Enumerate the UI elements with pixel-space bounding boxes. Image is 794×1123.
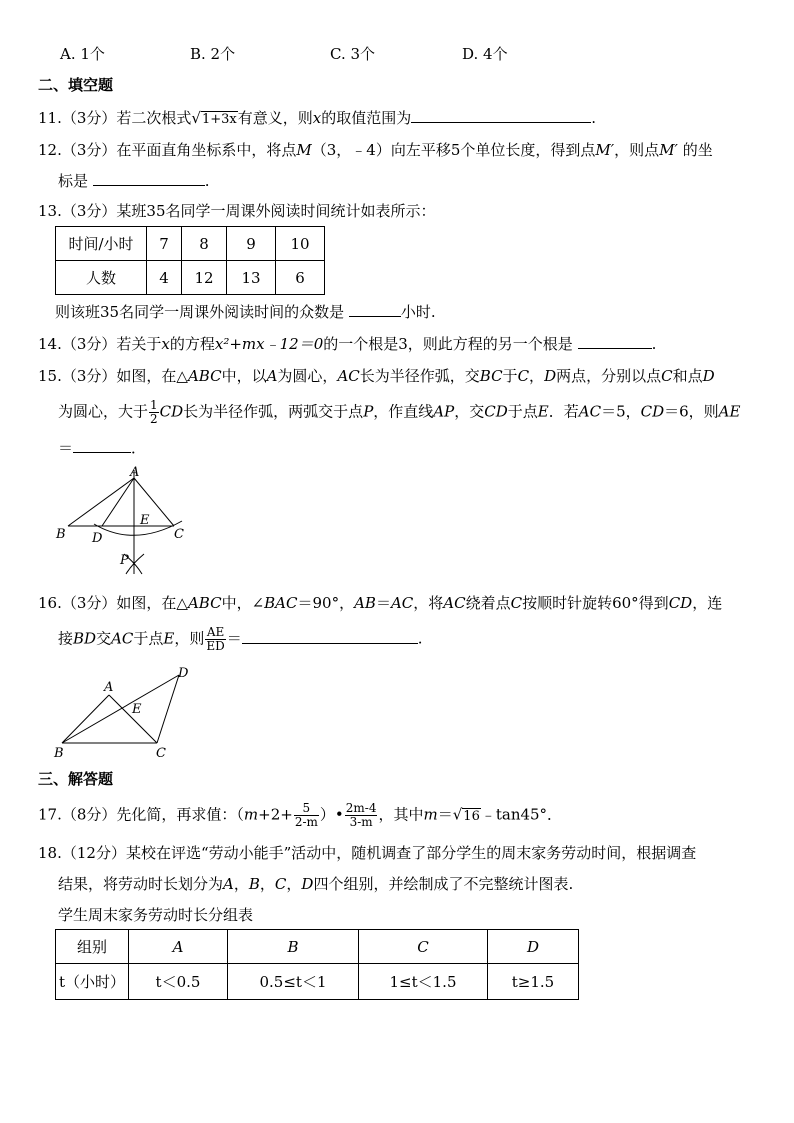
triangle-arc-figure [50, 466, 210, 582]
label-d: D [178, 666, 189, 681]
question-18-line-2: 结果，将劳动时长划分为A，B，C，D四个组别，并绘制成了不完整统计图表. [58, 875, 574, 893]
label-b: B [54, 746, 64, 761]
label-e: E [132, 702, 142, 717]
answer-blank[interactable] [411, 108, 591, 123]
question-15-line-2: 为圆心，大于 $\frac{1}{2}$ CD长为半径作弧，两弧交于点P，作直线AP，交CD于点E．若AC＝5，CD＝6，则AE [58, 398, 741, 426]
question-16-line-1: 16.（3分）如图，在△ABC中，∠BAC＝90°，AB＝AC，将AC绕着点C按顺时针旋转60°得到CD，连 [38, 594, 723, 612]
fraction: $\frac{2m-4}{3-m}$ [345, 801, 377, 829]
label-a: A [130, 465, 140, 480]
reading-time-table [55, 226, 325, 295]
segment-ab [68, 478, 134, 526]
option-a: A. 1个 [60, 45, 105, 63]
table-row: t（小时） t＜0.5 0.5≤t＜1 1≤t＜1.5 t≥1.5 [56, 964, 579, 1000]
segment-bd [62, 675, 179, 743]
table-caption: 学生周末家务劳动时长分组表 [58, 906, 254, 924]
question-11: 11.（3分）若二次根式√1+3x有意义，则x的取值范围为 . [38, 109, 597, 127]
question-16-line-2: 接BD交AC于点E，则 $\frac{AE}{ED}$ ＝ . [58, 625, 423, 653]
segment-ad [102, 478, 134, 526]
question-18-line-1: 18.（12分）某校在评选“劳动小能手”活动中，随机调查了部分学生的周末家务劳动时间，根据调查 [38, 844, 697, 862]
table-row: 人数 4 12 13 6 [56, 261, 325, 295]
fraction: $\frac{5}{2-m}$ [294, 801, 318, 829]
fraction: $\frac{1}{2}$ [150, 398, 158, 426]
question-14: 14.（3分）若关于x的方程x²+mx﹣12＝0的一个根是3，则此方程的另一个根是 . [38, 335, 657, 353]
label-a: A [104, 680, 114, 695]
table-row: 时间/小时 7 8 9 10 [56, 227, 325, 261]
answer-blank[interactable] [73, 438, 131, 453]
question-12-line-2: 标是 . [58, 172, 210, 190]
label-c: C [174, 527, 184, 542]
segment-ab [62, 695, 109, 743]
label-d: D [92, 531, 103, 546]
question-13-after: 则该班35名同学一周课外阅读时间的众数是 小时. [55, 303, 436, 321]
question-17: 17.（8分）先化简，再求值：（m+2+ $\frac{5}{2-m}$ ）• $\frac{2m-4}{3-m}$ ，其中m＝√16﹣tan45°． [38, 801, 563, 829]
section-solution-heading: 三、解答题 [38, 770, 114, 788]
labor-time-group-table [55, 929, 579, 1000]
answer-blank[interactable] [349, 302, 401, 317]
arc-cd [94, 521, 182, 535]
option-b: B. 2个 [190, 45, 236, 63]
label-b: B [56, 527, 66, 542]
segment-cd [157, 675, 179, 743]
answer-blank[interactable] [578, 334, 652, 349]
option-c: C. 3个 [330, 45, 376, 63]
answer-blank[interactable] [242, 629, 418, 644]
label-c: C [156, 746, 166, 761]
option-d: D. 4个 [462, 45, 508, 63]
answer-blank[interactable] [93, 171, 205, 186]
question-15-line-1: 15.（3分）如图，在△ABC中，以A为圆心，AC长为半径作弧，交BC于C，D两点，分别以点C和点D [38, 367, 715, 385]
question-12-line-1: 12.（3分）在平面直角坐标系中，将点M（3，﹣4）向左平移5个单位长度，得到点M′，则点M′ 的坐 [38, 141, 713, 159]
rotation-triangle-figure [52, 665, 202, 760]
question-15-line-3: ＝ ． [58, 439, 147, 457]
question-13: 13.（3分）某班35名同学一周课外阅读时间统计如表所示： [38, 202, 436, 220]
section-fill-blank-heading: 二、填空题 [38, 76, 114, 94]
label-e: E [140, 513, 150, 528]
label-p: P [120, 553, 129, 568]
fraction: $\frac{AE}{ED}$ [206, 625, 225, 653]
table-row: 组别 A B C D [56, 930, 579, 964]
